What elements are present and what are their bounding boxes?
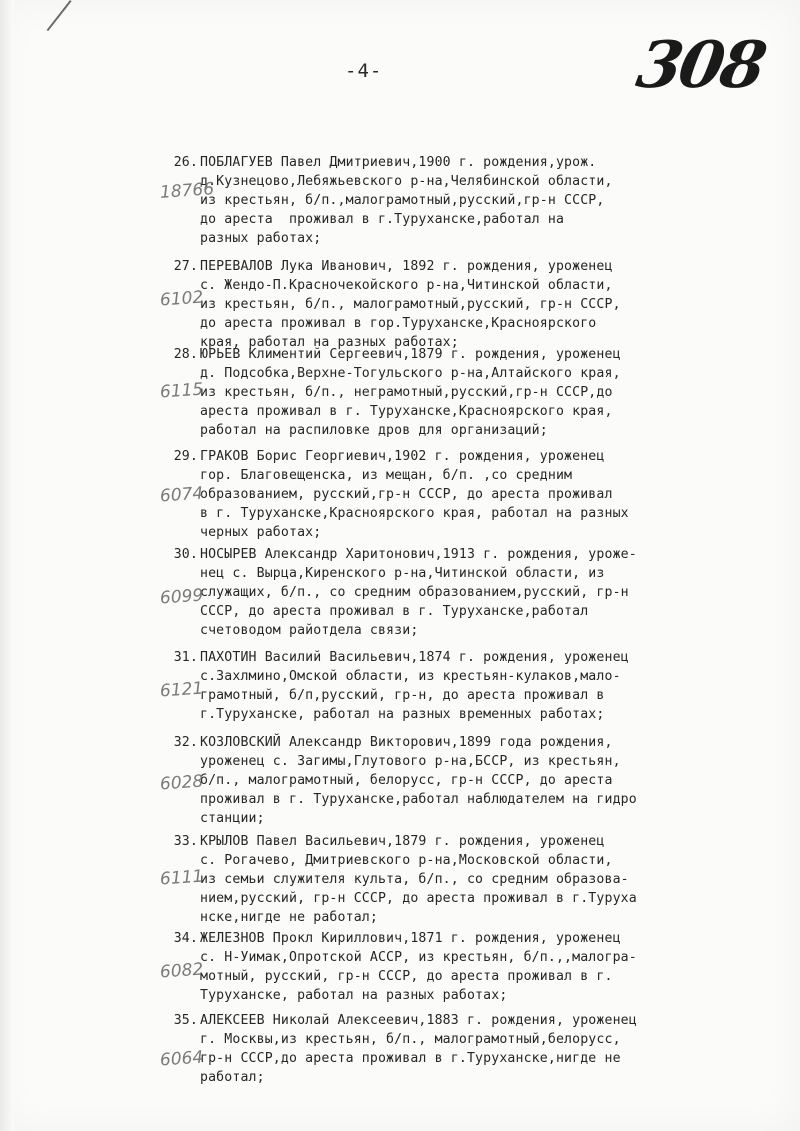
handwritten-case-number: 6099 [159, 585, 204, 609]
handwritten-case-number: 18766 [159, 179, 215, 203]
record-line: черных работах; [200, 525, 322, 540]
record-line: из семьи служителя культа, б/п., со средним образова- [200, 872, 629, 887]
handwritten-case-number: 6102 [159, 287, 204, 311]
record-number: 28. [173, 347, 198, 362]
record-number: 33. [173, 834, 198, 849]
record-line: НОСЫРЕВ Александр Харитонович,1913 г. рождения, уроже- [200, 547, 637, 562]
record-line: б/п., малограмотный, белорусс, гр-н СССР, до ареста [200, 773, 613, 788]
handwritten-case-number: 6074 [159, 483, 204, 507]
record-line: г. Москвы,из крестьян, б/п., малограмотный,белорусс, [200, 1032, 621, 1047]
record-line: с.Захлмино,Омской области, из крестьян-кулаков,мало- [200, 669, 621, 684]
record-line: работал на распиловке дров для организаций; [200, 423, 548, 438]
archive-page-number: 308 [631, 28, 770, 103]
record-line: нске,нигде не работал; [200, 910, 378, 925]
record-line: ареста проживал в г. Туруханске,Красноярского края, [200, 404, 613, 419]
record-line: края, работал на разных работах; [200, 335, 459, 350]
record-line: образованием, русский,гр-н СССР, до ареста проживал [200, 487, 613, 502]
record-line: из крестьян, б/п., неграмотный,русский,гр-н СССР,до [200, 385, 613, 400]
record-line: с. Жендо-П.Красночекойского р-на,Читинской области, [200, 278, 613, 293]
record-line: ГРАКОВ Борис Георгиевич,1902 г. рождения, уроженец [200, 449, 605, 464]
record-line: нец с. Вырца,Киренского р-на,Читинской области, из [200, 566, 605, 581]
handwritten-case-number: 6082 [159, 959, 204, 983]
page-corner-edge [47, 0, 72, 31]
record-line: ПЕРЕВАЛОВ Лука Иванович, 1892 г. рождения, уроженец [200, 259, 613, 274]
record-line: АЛЕКСЕЕВ Николай Алексеевич,1883 г. рождения, уроженец [200, 1013, 637, 1028]
record-line: грамотный, б/п,русский, гр-н, до ареста проживал в [200, 688, 605, 703]
record-line: с. Рогачево, Дмитриевского р-на,Московской области, [200, 853, 613, 868]
record-line: ПОБЛАГУЕВ Павел Дмитриевич,1900 г. рождения,урож. [200, 155, 597, 170]
record-line: д. Подсобка,Верхне-Тогульского р-на,Алтайского края, [200, 366, 621, 381]
handwritten-case-number: 6028 [159, 771, 204, 795]
record-line: гр-н СССР,до ареста проживал в г.Туруханске,нигде не [200, 1051, 621, 1066]
record-line: станции; [200, 811, 265, 826]
record-line: из крестьян, б/п.,малограмотный,русский,гр-н СССР, [200, 193, 605, 208]
record-line: до ареста проживал в гор.Туруханске,Красноярского [200, 316, 597, 331]
record-line: работал; [200, 1070, 265, 1085]
record-line: проживал в г. Туруханске,работал наблюдателем на гидро [200, 792, 637, 807]
page-number: -4- [345, 60, 383, 82]
handwritten-case-number: 6115 [159, 379, 204, 403]
record-line: КОЗЛОВСКИЙ Александр Викторович,1899 года рождения, [200, 735, 613, 750]
record-number: 31. [173, 650, 198, 665]
record-line: уроженец с. Загимы,Глутового р-на,БССР, из крестьян, [200, 754, 621, 769]
record-line: ПАХОТИН Василий Васильевич,1874 г. рождения, уроженец [200, 650, 629, 665]
record-number: 30. [173, 547, 198, 562]
handwritten-case-number: 6064 [159, 1047, 204, 1071]
handwritten-case-number: 6111 [159, 866, 204, 890]
record-line: гор. Благовещенска, из мещан, б/п. ,со средним [200, 468, 573, 483]
record-line: СССР, до ареста проживал в г. Туруханске,работал [200, 604, 589, 619]
record-number: 32. [173, 735, 198, 750]
record-line: г.Туруханске, работал на разных временных работах; [200, 707, 605, 722]
record-number: 26. [173, 155, 198, 170]
record-number: 27. [173, 259, 198, 274]
record-line: КРЫЛОВ Павел Васильевич,1879 г. рождения, уроженец [200, 834, 605, 849]
record-line: мотный, русский, гр-н СССР, до ареста проживал в г. [200, 969, 613, 984]
record-line: разных работах; [200, 231, 322, 246]
handwritten-case-number: 6121 [159, 678, 204, 702]
record-line: ЮРЬЕВ Климентий Сергеевич,1879 г. рождения, уроженец [200, 347, 621, 362]
record-line: счетоводом райотдела связи; [200, 623, 419, 638]
record-line: в г. Туруханске,Красноярского края, работал на разных [200, 506, 629, 521]
record-line: из крестьян, б/п., малограмотный,русский, гр-н СССР, [200, 297, 621, 312]
record-line: ЖЕЛЕЗНОВ Прокл Кириллович,1871 г. рождения, уроженец [200, 931, 621, 946]
record-number: 29. [173, 449, 198, 464]
record-line: с. Н-Уимак,Опротской АССР, из крестьян, б/п.,,малогра- [200, 950, 637, 965]
record-line: нием,русский, гр-н СССР, до ареста проживал в г.Туруха [200, 891, 637, 906]
record-line: служащих, б/п., со средним образованием,русский, гр-н [200, 585, 629, 600]
record-number: 35. [173, 1013, 198, 1028]
record-number: 34. [173, 931, 198, 946]
page-fold-shadow [0, 0, 14, 1131]
record-line: Туруханске, работал на разных работах; [200, 988, 508, 1003]
record-line: д.Кузнецово,Лебяжьевского р-на,Челябинской области, [200, 174, 613, 189]
record-line: до ареста проживал в г.Туруханске,работал на [200, 212, 565, 227]
